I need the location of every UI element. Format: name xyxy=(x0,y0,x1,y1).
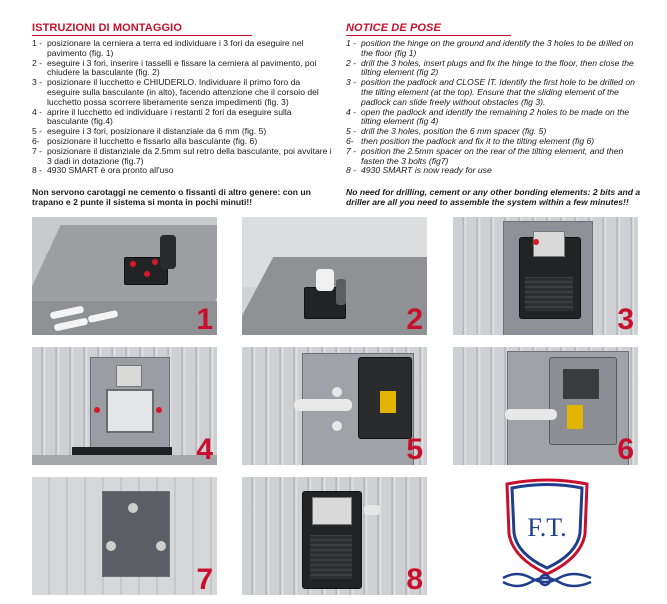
list-item: 8 - 4930 SMART è ora pronto all'uso xyxy=(32,165,174,176)
list-item: 7 - position the 2.5mm spacer on the rear of the tilting element, and then fasten the 3 bolts (fig7) xyxy=(346,145,624,166)
figure-number: 1 xyxy=(196,303,213,335)
italian-steps-list xyxy=(32,39,332,176)
figure-number: 4 xyxy=(196,433,213,465)
figure-4 xyxy=(32,347,217,465)
spacer-icon xyxy=(505,409,557,420)
figure-7 xyxy=(32,477,217,595)
figure-number: 8 xyxy=(406,563,423,595)
list-item: 5 - drill the 3 holes, position the 6 mm spacer (fig. 5) xyxy=(346,126,547,137)
figure-3 xyxy=(453,217,638,335)
french-note: No need for drilling, cement or any other bonding elements: 2 bits and a driller are all you need to assemble the system within a few minutes!! xyxy=(346,187,641,207)
italian-title: ISTRUZIONI DI MONTAGGIO xyxy=(32,22,252,36)
figure-5 xyxy=(242,347,427,465)
figure-number: 5 xyxy=(406,433,423,465)
list-item: 8 - 4930 SMART is now ready for use xyxy=(346,165,492,176)
italian-note: Non servono carotaggi ne cemento o fissanti di altro genere: con un trapano e 2 punte il sistema si monta in pochi minuti!! xyxy=(32,187,311,207)
spacer-icon xyxy=(294,399,352,411)
list-item: 1 - posizionare la cerniera a terra ed individuare i 3 fori da eseguire nel pavimento (fig. 1) xyxy=(32,38,304,58)
list-item: 7 - posizionare il distanziale da 2.5mm sul retro della basculante, poi avvitare i 3 dadi in dotazione (fig.7) xyxy=(32,145,332,166)
logo-text: F.T. xyxy=(527,513,567,542)
french-instructions xyxy=(346,18,646,176)
list-item: 5 - eseguire i 3 fori, posizionare il distanziale da 6 mm (fig. 5) xyxy=(32,126,267,137)
figure-8 xyxy=(242,477,427,595)
french-steps-list xyxy=(346,39,646,176)
figure-number: 2 xyxy=(406,303,423,335)
list-item: 2 - drill the 3 holes, insert plugs and fix the hinge to the floor, then close the tilting element (fig 2) xyxy=(346,57,634,78)
figure-1 xyxy=(32,217,217,335)
figure-number: 3 xyxy=(617,303,634,335)
list-item: 6- then position the padlock and fix it to the tilting element (fig 6) xyxy=(346,135,595,146)
list-item: 3 - position the padlock and CLOSE IT. Identify the first hole to be drilled on the tilting element (at the top). Ensure that the sliding element of the padlock can slide freely without obstacles (fig 3). xyxy=(346,77,635,107)
list-item: 4 - open the padlock and identify the remaining 2 holes to be made on the tilting element (fig 4) xyxy=(346,106,630,127)
italian-instructions xyxy=(32,18,332,176)
figure-number: 6 xyxy=(617,433,634,465)
list-item: 3 - posizionare il lucchetto e CHIUDERLO. Individuare il primo foro da eseguire sulla basculante (in alto), facendo attenzione che il corsoio del lucchetto possa scorrere liberamente senza impedimenti (fig. 3) xyxy=(32,77,319,107)
figure-number: 7 xyxy=(196,563,213,595)
figure-6 xyxy=(453,347,638,465)
list-item: 4 - aprire il lucchetto ed individuare i restanti 2 fori da eseguire sulla basculante (fig.4) xyxy=(32,106,292,127)
french-title: NOTICE DE POSE xyxy=(346,22,511,36)
list-item: 2 - eseguire i 3 fori, inserire i tasselli e fissare la cerniera al pavimento, poi chiudere la basculante (fig. 2) xyxy=(32,57,317,78)
ft-logo xyxy=(497,478,597,590)
list-item: 1 - position the hinge on the ground and identify the 3 holes to be drilled on the floor (fig 1) xyxy=(346,38,634,58)
list-item: 6- posizionare il lucchetto e fissarlo alla basculante (fig. 6) xyxy=(32,135,258,146)
figure-2 xyxy=(242,217,427,335)
